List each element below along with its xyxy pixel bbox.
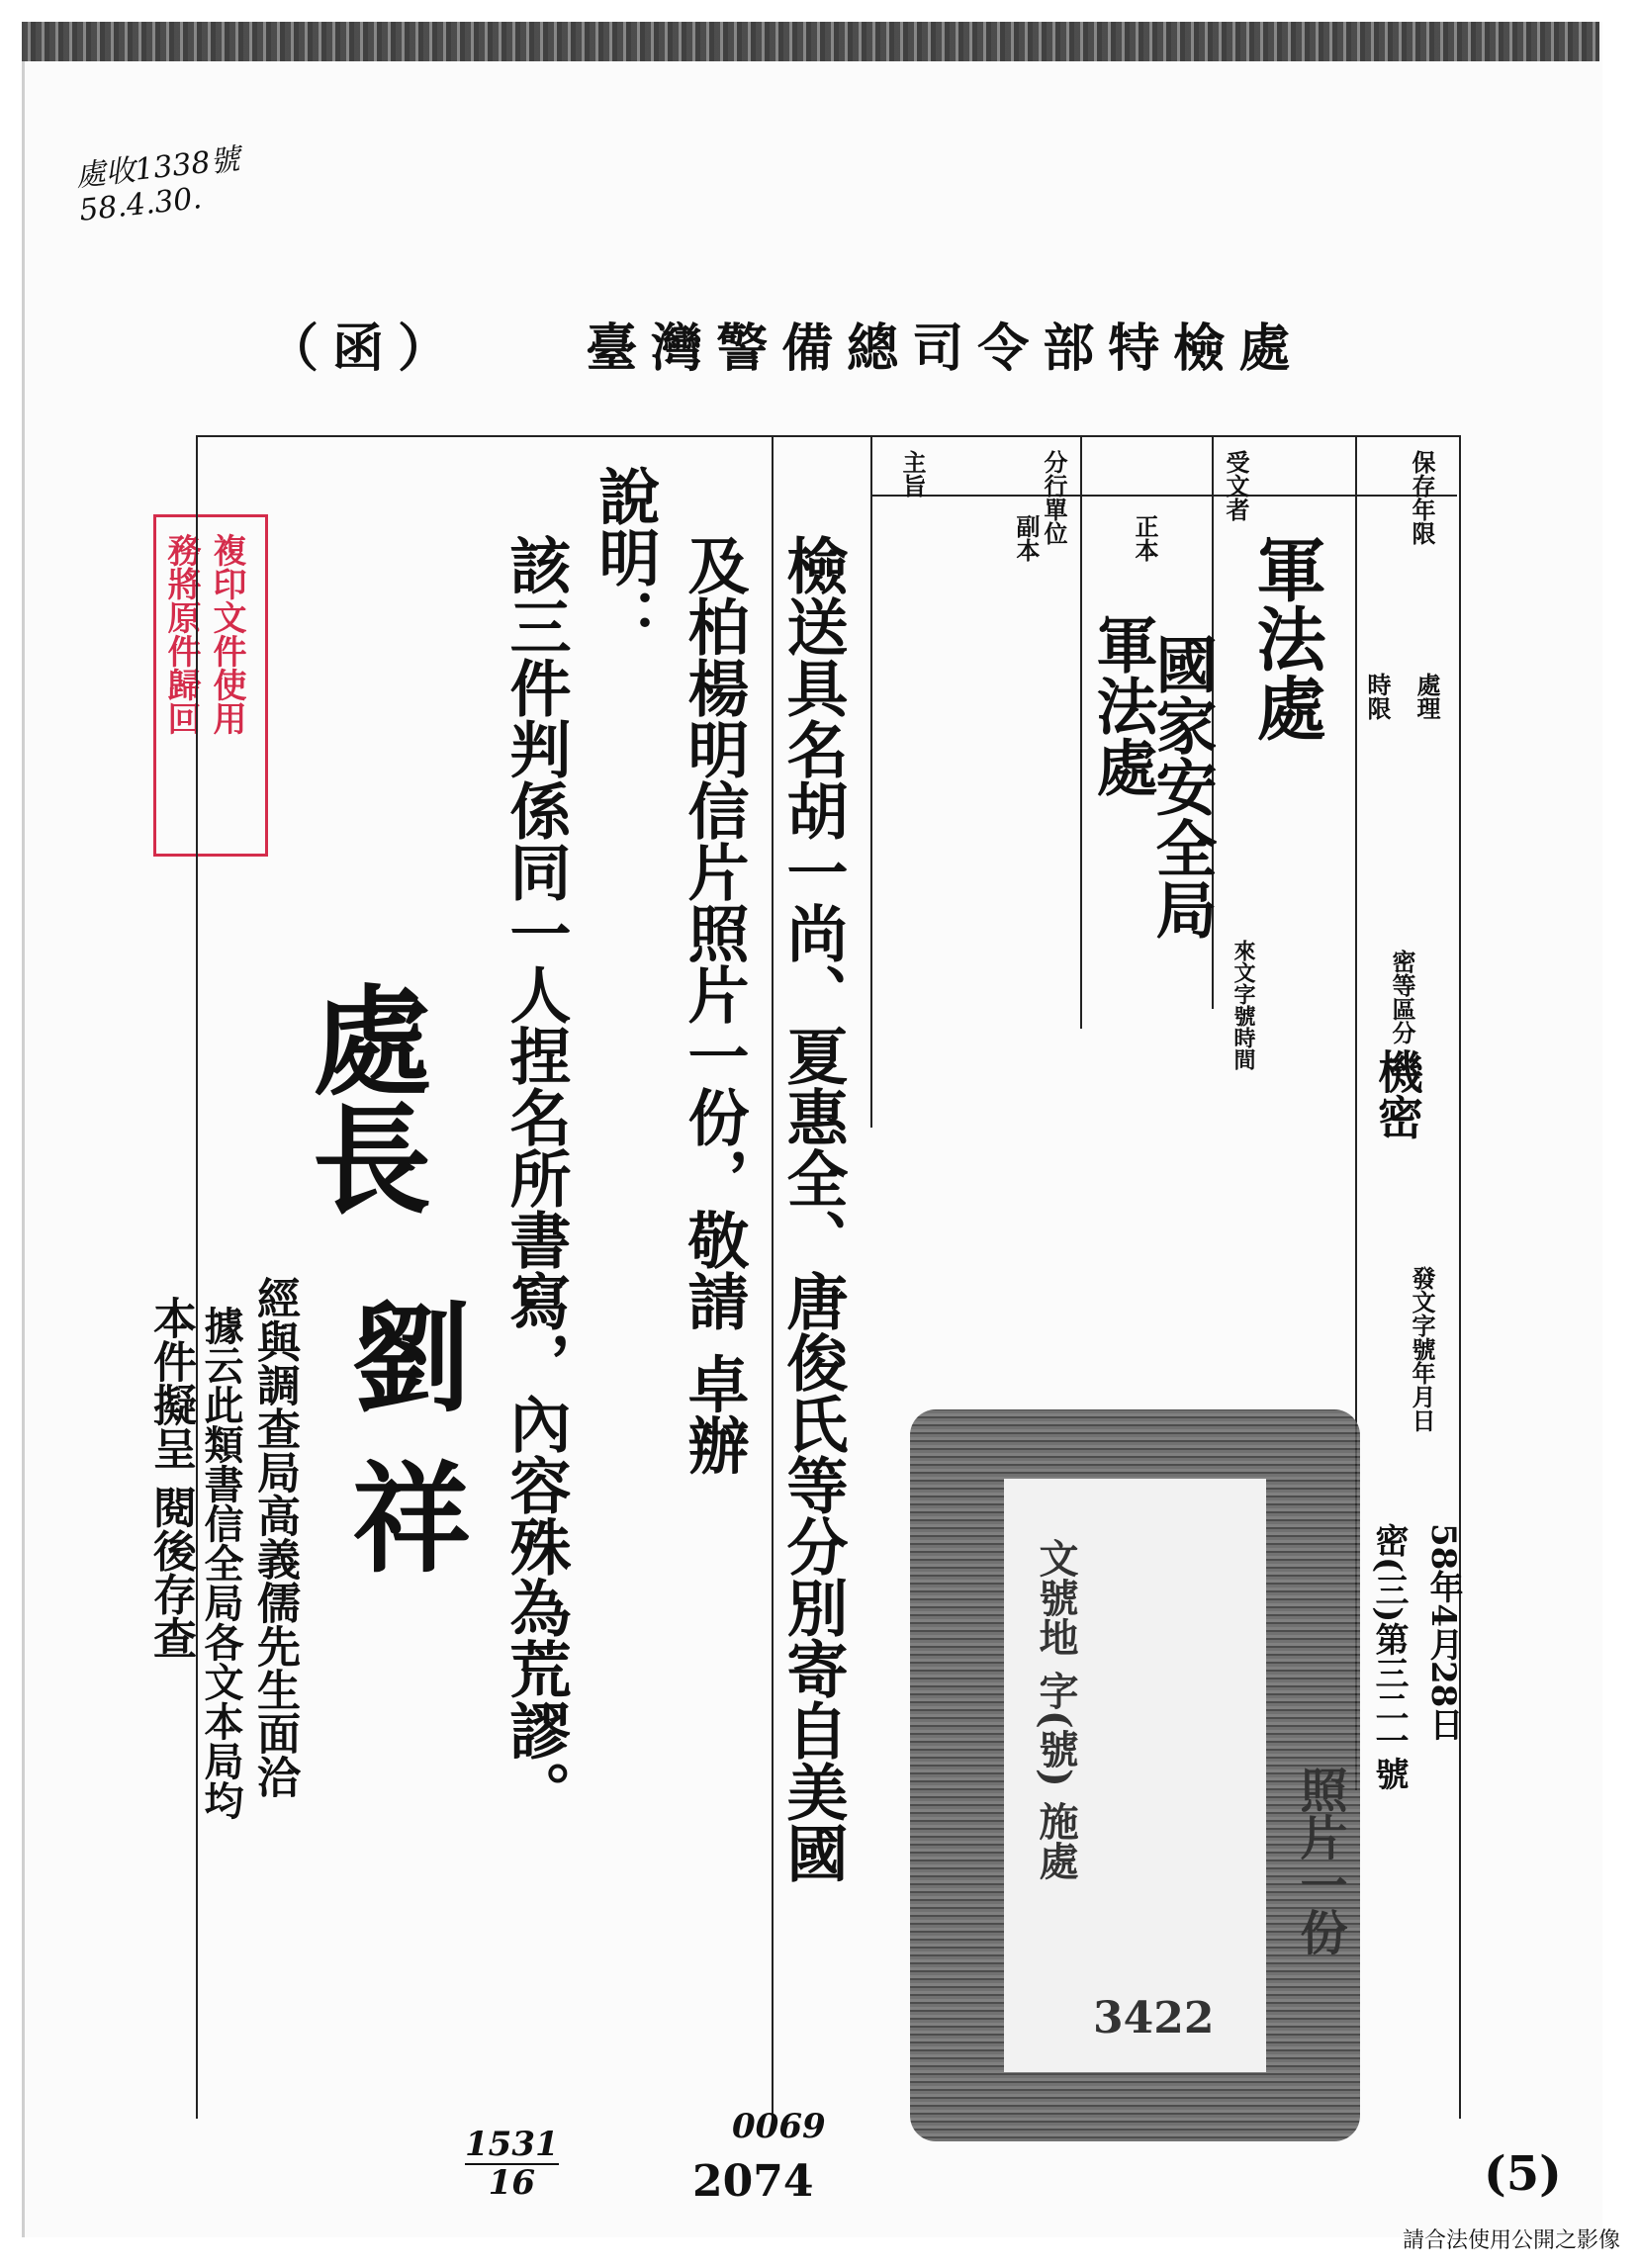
dispatch-seal [910,1409,1360,2141]
subject-line2: 及柏楊明信片照片一份，敬請 卓辦 [678,534,750,1476]
send-number: 密(三)第三二一號 [1369,1523,1409,1791]
file-number: 2074 [692,2156,814,2207]
label-distribution: 分行單位 [1040,450,1068,545]
document-header [267,307,1304,381]
page-mark: 0069 [732,2107,826,2146]
seal-inner [1004,1479,1266,2072]
signature-title: 處長 [293,979,432,1217]
issuing-agency-title: 臺灣警備總司令部特檢處 [586,318,1305,379]
fraction-bottom: 16 [465,2163,559,2202]
distribution-copy: 軍法處 [1086,613,1158,797]
label-classification: 保存年限 [1408,450,1436,545]
signature-name: 劉 祥 [332,1296,472,1575]
explanation-line: 該三件判係同一人捏名所書寫，內容殊為荒謬。 [500,534,572,1822]
seal-text: 文號地 字(號) 施處 [1033,1538,1079,1880]
label-main: 主旨 [898,450,927,498]
send-date: 58年4月28日 [1423,1523,1463,1742]
scan-edge [22,22,1599,61]
label-incoming: 來文字號時間 [1230,940,1256,1070]
seal-number: 3422 [1093,1993,1215,2043]
red-stamp-line1: 複印文件使用 [207,533,246,735]
recipient-value: 軍法處 [1245,534,1327,742]
fraction-top: 1531 [465,2125,559,2164]
red-stamp-line2: 務將原件歸回 [161,533,201,735]
margin-note-line2: 據云此類書信全局各文本局均 [198,1306,244,1820]
margin-note-line3: 本件擬呈 閱後存查 [145,1296,196,1660]
subject-line1: 檢送具名胡一尚、夏惠全、唐俊氏等分別寄自美國 [776,534,849,1883]
label-original: 正本 [1131,514,1159,562]
frame-divider [870,435,872,1128]
frame-divider [772,435,774,2117]
fraction-mark [465,2127,559,2203]
document-type-label: （函） [267,318,464,379]
label-send: 發文字號年月日 [1408,1266,1436,1432]
label-security: 密等區分 [1388,950,1416,1044]
label-copy: 副本 [1012,514,1041,562]
margin-note-line1: 經與調查局高義儒先生面洽 [249,1276,300,1798]
label-deadline: 時限 [1363,673,1392,720]
footer-notice: 請合法使用公開之影像 [1402,2228,1620,2253]
frame-divider [870,495,1457,497]
label-handling: 處理 [1412,673,1441,720]
receipt-note-line2: 58.4.30. [77,180,204,228]
explanation-label: 說明： [589,465,661,649]
seal-attachment: 照片一份 [1292,1766,1347,1955]
label-recipient: 受文者 [1222,450,1250,521]
security-value: 機密 [1371,1048,1424,1139]
page-number: (5) [1484,2146,1562,2202]
receipt-note-line1: 處收1338號 [73,141,242,195]
distribution-original: 國家安全局 [1145,633,1218,940]
